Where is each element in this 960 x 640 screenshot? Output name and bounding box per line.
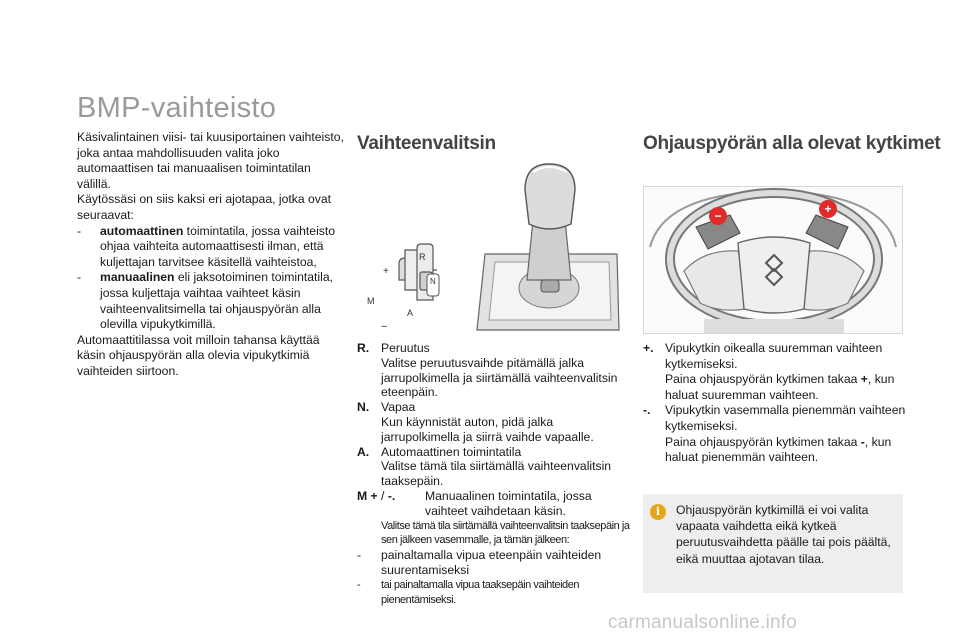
entry-key-m [357, 489, 425, 519]
intro-text [77, 130, 345, 380]
entry-label: Vapaa [381, 400, 416, 415]
paddles-heading: Ohjauspyörän alla olevat kytkimet [643, 133, 941, 154]
gear-selector-illustration [357, 160, 627, 332]
list-term: manuaalinen [100, 270, 175, 285]
selector-heading: Vaihteenvalitsin [357, 133, 496, 154]
gear-knob [525, 164, 575, 292]
steering-wheel-illustration [643, 186, 903, 334]
entry-label: Manuaalinen toimintatila, jossa vaihteet vaihdetaan käsin. [425, 488, 592, 518]
gate-label-plus: + [383, 266, 389, 277]
entry-key: A. [357, 444, 370, 459]
entry-key: -. [643, 403, 651, 418]
arrow-icon [643, 372, 665, 403]
selector-entry-n [357, 400, 632, 415]
step-text: Kun käynnistät auton, pidä jalka jarrupolkimella ja siirrä vaihde vapaalle. [381, 414, 594, 444]
entry-key-part: -. [387, 488, 396, 503]
list-term: automaattinen [100, 223, 184, 238]
entry-label: Vipukytkin oikealla suuremman vaihteen kytkemiseksi. [665, 341, 883, 371]
info-icon: i [650, 504, 666, 520]
paddle-minus-label: − [714, 209, 722, 223]
paddle-entry-plus [643, 341, 908, 372]
entry-key: R. [357, 341, 370, 355]
selector-entry-r [357, 341, 632, 356]
entry-label: Vipukytkin vasemmalla pienemmän vaihteen kytkemiseksi. [665, 403, 906, 433]
list-text: tai painaltamalla vipua taaksepäin vaihteiden pienentämiseksi. [381, 578, 580, 606]
selector-step [357, 459, 632, 489]
paddle-plus-label: + [824, 202, 832, 216]
list-item [77, 270, 345, 332]
entry-label: Automaattinen toimintatila [381, 444, 522, 459]
gate-label-n: N [430, 277, 436, 286]
list-item [357, 578, 632, 608]
step-text: Paina ohjauspyörän kytkimen takaa [665, 372, 861, 387]
list-dash: - [77, 270, 82, 285]
list-dash: - [357, 548, 362, 563]
entry-key-part: / [381, 488, 388, 503]
selector-entry-a [357, 445, 632, 460]
step-text: Valitse tämä tila siirtämällä vaihteenvalitsin taaksepäin. [381, 459, 612, 489]
entry-key: N. [357, 400, 370, 415]
step-text: Valitse tämä tila siirtämällä vaihteenvalitsin taaksepäin ja sen jälkeen vasemmalle, ja tämän jälkeen: [381, 519, 630, 547]
list-description: eli jaksotoiminen toimintatila, jossa kuljettaja vaihtaa vaihteet käsin vaihteenvalitsimella tai ohjauspyörän alla olevilla vipukytkimillä. [100, 270, 334, 332]
selector-step [357, 356, 632, 400]
entry-label: Peruutus [381, 341, 430, 355]
entry-key: +. [643, 341, 654, 355]
step-symbol: + [860, 372, 868, 387]
paddle-step [643, 435, 908, 466]
info-box [643, 494, 903, 593]
watermark: carmanualsonline.info [608, 612, 798, 633]
step-text: , kun haluat pienemmän vaihteen. [665, 434, 892, 465]
paddles-description [643, 341, 908, 466]
n-button [427, 274, 439, 296]
step-text: Valitse peruutusvaihde pitämällä jalka jarrupolkimella ja siirtämällä vaihteenvalitsin eteenpäin. [381, 355, 618, 400]
arrow-icon [643, 435, 665, 466]
list-text: painaltamalla vipua eteenpäin vaihteiden suurentamiseksi [381, 548, 602, 577]
selector-step [357, 415, 632, 445]
selector-step [357, 519, 632, 549]
arrow-icon [357, 356, 381, 400]
gate-label-m: M [367, 296, 375, 306]
list-dash: - [77, 223, 82, 238]
list-description: toimintatila, jossa vaihteisto ohjaa vaihteita automaattisesti ilman, että kuljettajan tarvitsee käsitellä vaihteistoa, [100, 223, 336, 269]
paddle-entry-minus [643, 403, 908, 434]
intro-paragraph-3: Automaattitilassa voit milloin tahansa käyttää käsin ohjauspyörän alla olevia vipukytkimiä vaihteiden siirtoon. [77, 332, 320, 378]
arrow-icon [357, 415, 381, 445]
gate-label-a: A [407, 308, 414, 318]
intro-paragraph-2: Käytössäsi on siis kaksi eri ajotapaa, jotka ovat seuraavat: [77, 192, 332, 222]
arrow-icon [357, 519, 381, 549]
intro-paragraph-1: Käsivalintainen viisi- tai kuusiportainen vaihteisto, joka antaa mahdollisuuden valita joko automaattisen tai manuaalisen toimintatilan välillä. [77, 130, 344, 191]
list-item [77, 224, 345, 271]
list-item [357, 548, 632, 578]
page-title: BMP-vaihteisto [77, 92, 277, 124]
paddle-step [643, 372, 908, 403]
info-text: Ohjauspyörän kytkimillä ei voi valita vapaata vaihdetta eikä kytkeä peruutusvaihdetta päälle tai pois päältä, eikä muuttaa ajotavan tilaa. [676, 503, 891, 566]
gate-label-minus: − [381, 321, 388, 332]
gate-label-r: R [419, 252, 426, 262]
step-symbol: - [860, 434, 865, 449]
arrow-icon [357, 459, 381, 489]
step-text: , kun haluat suuremman vaihteen. [665, 372, 895, 402]
selector-entry-m [357, 489, 632, 519]
list-dash: - [357, 578, 361, 591]
selector-description [357, 341, 632, 607]
step-text: Paina ohjauspyörän kytkimen takaa [665, 434, 861, 449]
entry-key-part: M + [357, 488, 382, 503]
